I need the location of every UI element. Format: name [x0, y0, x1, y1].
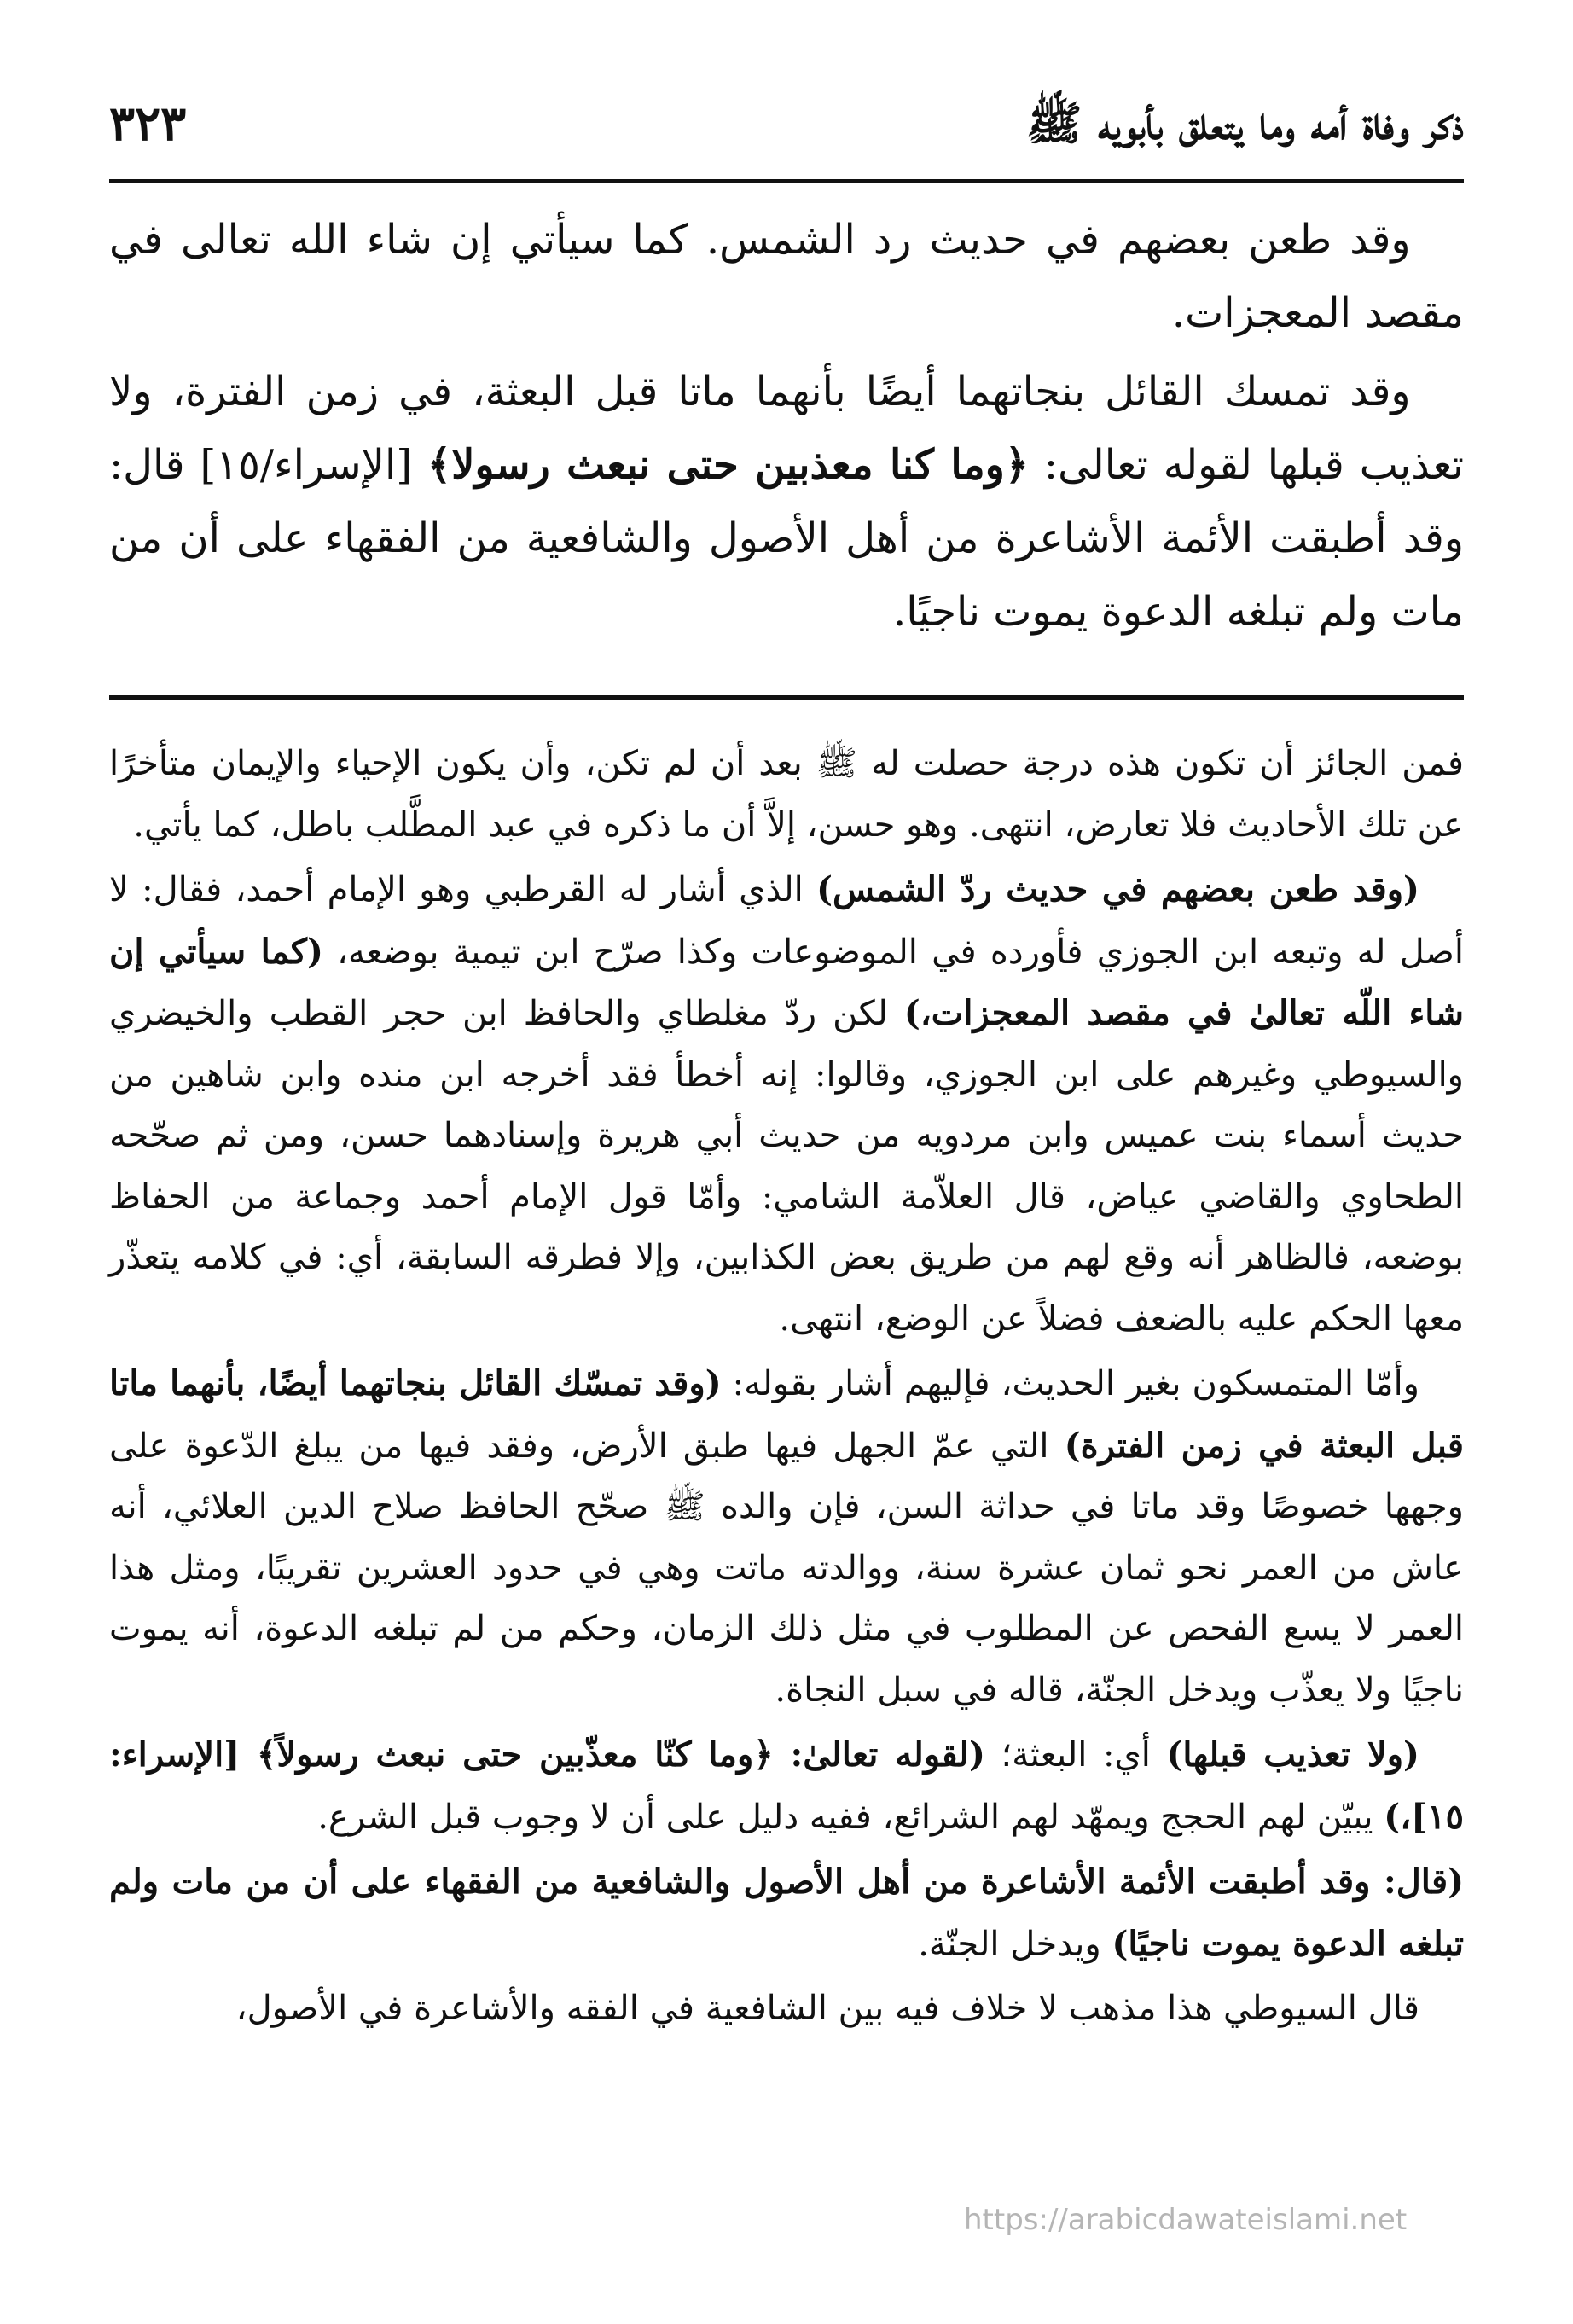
main-text — [109, 203, 1464, 654]
running-title: ذكر وفاة أمه وما يتعلق بأبويه ﷺ — [1026, 96, 1464, 150]
sharh-paragraph-s3 — [109, 1353, 1464, 1721]
bold-quote-segment: ﴿وما كنا معذبين حتى نبعث رسولا﴾ — [427, 441, 1029, 489]
matn-paragraph-m1 — [109, 203, 1464, 350]
bold-quote-segment: (وقد طعن بعضهم في حديث ردّ الشمس) — [816, 869, 1419, 909]
sharh-paragraph-s2 — [109, 859, 1464, 1350]
commentary-text — [109, 734, 1464, 2043]
text-segment: أي: البعثة؛ — [984, 1735, 1167, 1775]
sharh-paragraph-s6 — [109, 1978, 1464, 2040]
page-header — [109, 85, 1464, 179]
section-divider — [109, 695, 1464, 700]
text-segment: قال السيوطي هذا مذهب لا خلاف فيه بين الشافعية في الفقه والأشاعرة في الأصول، — [235, 1989, 1419, 2028]
header-rule — [109, 179, 1464, 183]
text-segment: وأمّا المتمسكون بغير الحديث، فإليهم أشار بقوله: — [721, 1364, 1419, 1403]
text-segment: ويدخل الجنّة. — [918, 1924, 1112, 1964]
bold-quote-segment: (لقوله تعالىٰ: ﴿وما كنّا معذّبين حتى نبعث رسولاً﴾ [الإسراء: ١٥]،) — [109, 1734, 1464, 1837]
bold-quote-segment: (كما سيأتي إن شاء اللّه تعالىٰ في مقصد المعجزات،) — [109, 931, 1464, 1033]
text-segment: فمن الجائز أن تكون هذه درجة حصلت له ﷺ بعد أن لم تكن، وأن يكون الإحياء والإيمان متأخرًا عن تلك الأحاديث فلا تعارض، انتهى. وهو حسن، إلاَّ أن ما ذكره في عبد المطَّلب باطل، كما يأتي. — [109, 744, 1464, 845]
sharh-paragraph-s4 — [109, 1724, 1464, 1848]
sharh-paragraph-s1 — [109, 734, 1464, 856]
sharh-paragraph-s5 — [109, 1851, 1464, 1975]
text-segment: التي عمّ الجهل فيها طبق الأرض، وفقد فيها من يبلغ الدّعوة على وجهها خصوصًا وقد ماتا في حداثة السن، فإن والده ﷺ صحّح الحافظ صلاح الدين العلائي، أنه عاش من العمر نحو ثمان عشرة سنة، ووالدته ماتت وهي في حدود العشرين تقريبًا، ومثل هذا العمر لا يسع الفحص عن المطلوب في مثل ذلك الزمان، وحكم من لم تبلغه الدعوة، أنه يموت ناجيًا ولا يعذّب ويدخل الجنّة، قاله في سبل النجاة. — [109, 1426, 1464, 1710]
text-segment: وقد طعن بعضهم في حديث رد الشمس. كما سيأتي إن شاء الله تعالى في مقصد المعجزات. — [109, 216, 1464, 337]
page-number: ٣٢٣ — [109, 96, 187, 152]
text-segment: لكن ردّ مغلطاي والحافظ ابن حجر القطب والخيضري والسيوطي وغيرهم على ابن الجوزي، وقالوا: إنه أخطأ فقد أخرجه ابن منده وابن شاهين من حديث أسماء بنت عميس وابن مردويه من حديث أبي هريرة وإسنادهما حسن، ومن ثم صحّحه الطحاوي والقاضي عياض، قال العلاّمة الشامي: وأمّا قول الإمام أحمد وجماعة من الحفاظ بوضعه، فالظاهر أنه وقع لهم من طريق بعض الكذابين، وإلا فطرقه السابقة، أي: في كلامه يتعذّر معها الحكم عليه بالضعف فضلاً عن الوضع، انتهى. — [109, 994, 1465, 1339]
bold-quote-segment: (ولا تعذيب قبلها) — [1166, 1734, 1419, 1775]
bold-quote-segment: (قال: وقد أطبقت الأئمة الأشاعرة من أهل الأصول والشافعية من الفقهاء على أن من مات ولم تبلغه الدعوة يموت ناجيًا) — [109, 1862, 1464, 1964]
text-segment: الذي أشار له القرطبي وهو الإمام أحمد، فقال: لا أصل له وتبعه ابن الجوزي فأورده في الموضوعات وكذا صرّح ابن تيمية بوضعه، — [109, 870, 1465, 972]
text-segment: [الإسراء/١٥] قال: وقد أطبقت الأئمة الأشاعرة من أهل الأصول والشافعية من الفقهاء على أن من مات ولم تبلغه الدعوة يموت ناجيًا. — [109, 441, 1464, 636]
book-page — [109, 0, 1464, 2324]
matn-paragraph-m2 — [109, 355, 1464, 648]
text-segment: وقد تمسك القائل بنجاتهما أيضًا بأنهما ماتا قبل البعثة، في زمن الفترة، ولا تعذيب قبلها لقوله تعالى: — [109, 368, 1465, 489]
bold-quote-segment: (وقد تمسّك القائل بنجاتهما أيضًا، بأنهما ماتا قبل البعثة في زمن الفترة) — [109, 1363, 1464, 1466]
text-segment: يبيّن لهم الحجج ويمهّد لهم الشرائع، ففيه دليل على أن لا وجوب قبل الشرع. — [317, 1797, 1384, 1837]
watermark: https://arabicdawateislami.net — [964, 2203, 1408, 2237]
